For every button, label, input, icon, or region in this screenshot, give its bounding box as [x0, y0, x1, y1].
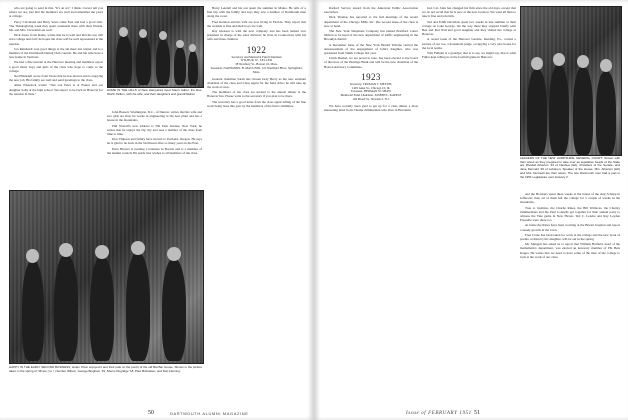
class-year-heading: 1922 — [246, 44, 267, 55]
class-secretary-name: WILBUR W. SELLER — [240, 58, 273, 63]
photo-caption: HAPPY IN THE EARLY SECOND BUSINESS, Hiram Tilton enjoyed it and their pals on the porch of the old Bat Bar House. Shown in the picture taken in the spring of '38 are ( to r ) Sorden Wilson, George Bingham '19, Sherry Rugridge '18, Paul Michalsen, and Dan Fleming. — [9, 365, 202, 373]
class-secretary-address: 1405 Anne St., Chicago 10, Ill. — [351, 85, 391, 90]
class-secretary-address: 38 Newbury St., Boston 16, Mass. — [235, 62, 278, 67]
paragraph: Percy Cleveland and Betty Sears came East and had a good visit. The Thanksgiving week they spent weekends there with their friends. Mr. and Mrs. Cleveland are well. — [9, 19, 103, 33]
paragraph: General chairman Sarah has chosen Gray Berry as the new assistant chairman of the class and Class Agent for the fund drive; he will take up the work at once. — [207, 76, 306, 90]
memorial-fund-address: 149 Broad St., Newark 2, N.J. — [352, 97, 390, 102]
paragraph: who are going to send in this. "It's an art," I think. I never tell you where we are, just that the members are well and remember the years at college. — [9, 6, 103, 19]
paragraph: Ray Gleason is with the new company and has been named vice president in charge of the sales division; he lives in Connecticut with his wife and three children. — [207, 29, 306, 42]
paragraph: Ned Blaisdell wrote from Texas that he has moved and is enjoying the new job. His family are well and send greetings to the class. — [9, 74, 103, 83]
right-column-3 — [520, 192, 620, 396]
right-column-2 — [422, 6, 516, 396]
left-column-3 — [207, 6, 306, 268]
paragraph: A recent issue of the Hanover Gazette, Reading, Pa., carried a picture of our Joe, a household judge, occupying a very nice house for the local teams. — [422, 37, 516, 50]
left-column-1 — [9, 6, 103, 186]
paragraph: Ted and Edith Davidson spent two weeks in late summer at their cottage on Lake George. On the way there they stopped briefly with Ben and Ibel Nall and good daughter and they visited the college at Hanover. — [422, 19, 516, 37]
paragraph: At home the Rines have been working at the Bristol hospital and report a steady growth in the town. — [520, 223, 620, 232]
page-number: 50 — [148, 410, 154, 416]
paragraph: Jud, Cal, John has changed his firm since the old days, except that we do not recall that he is now at the new location. We want all men to take it fine and join him. — [422, 6, 516, 19]
paragraph: Don Vhipson and family have moved to Portland, Oregon. He says he is glad to be back in the Northwest after so many years in the East. — [107, 137, 202, 146]
paragraph: Dick Jones, from Rome, writes that he is well and that his son will start college next fall; he hopes the class will be well represented at the reunion. — [9, 33, 103, 46]
paragraph: Tom Fulham is a grandpa; that is to say, we might say, that is what Fuller kept telling us at the football game in Hanover. — [422, 51, 516, 60]
paragraph: The New York Telephone Company has named Bradford Carter Ohlson to be head of the new department of traffic engineering in the Brooklyn district. — [324, 29, 418, 42]
class-secretary-title: Secretary, TRUMAN T. METZEL — [349, 81, 393, 86]
paragraph: Fred Crane has been taken for work at the college and the new book of poems, written by his daughter, will be out in the spring. — [520, 232, 620, 242]
paragraph: Dave Brewer is running a business in Boston and is a member of the alumni council. He sends best wishes to all members of the class. — [107, 146, 202, 155]
paragraph: Jon Reinhardt won good things at the ski meet last winter and is a member of the Dartmouth Outing Club council. He and his wife have a new home in Vermont. — [9, 46, 103, 60]
running-footer: Issue of FEBRUARY 1951 — [406, 411, 472, 416]
family-photo — [107, 6, 204, 88]
class-treasurer: Treasurer, HERMAN W. SHAW — [350, 89, 392, 94]
paragraph: Phil Worrell's new address is 350 Park Avenue, New York; he writes that he enjoys the big city and sees a number of the class from time to time. — [107, 123, 202, 137]
photo-caption: LEADERS OF THE NEW HAMPSHIRE GENERAL COURT: Shown with their wives as they prepared to take over as legislative heads of the State are Rhodell Atherton '23 of Nashua (left), President of the Senate, and Jane Denneld '29 of Lebanon, Speaker of the House. Mrs. Atherton (left) and Mrs. Denneld are their wives. The two Dartmouth men had a part in the 1951 Legislature next January 3. — [520, 156, 620, 179]
running-footer: DARTMOUTH ALUMNI MAGAZINE — [170, 411, 249, 416]
paragraph: Harry Lendall and his son spent the summer in Maine. He tells of a fine trip with the family and says they saw a number of Dartmouth men along the coast. — [207, 6, 306, 19]
paragraph: Ratford Service Award from the American Public Association executives. — [324, 6, 418, 15]
paragraph: and the Bowkers spent three weeks at the house of the Aug Schapp in Jefferson; then all of them left the college for a couple of weeks in the mountains. — [520, 192, 620, 205]
right-page — [314, 0, 628, 420]
memorial-fund-chairman: Memorial Fund Chairman, JOSEPH L. KAPPLE — [340, 93, 402, 98]
paragraph: John Bassett, Washington, D.C., of Denver, writes that his wife and two girls are fine; he works in engineering at the new plant and has a house in the mountains. — [107, 110, 202, 123]
paragraph: Mr. Mengett has asked us to report that William Hatfield, head of the mathematics department, was elected an honorary member of Phi Beta Kappa. He writes that we need to have some of the men of the college to look at the work of our class. — [520, 242, 620, 259]
paragraph: True to tradition, the Charlie Rines, the Bill Wallaces, the Charley Zimmermans and the Paul Connells got together for their annual party to witness the Yale game in New Haven. Ted C. Lendre and Ray Leyden Fresselle were there too. — [520, 205, 620, 223]
paragraph: The secretary has a good letter from the class agent telling of the fine work being done this year by the members of the fund committee. — [207, 99, 306, 108]
left-column-2 — [107, 110, 202, 186]
class-secretary-title: Secretary and Memorial Fund Chairman — [231, 54, 282, 59]
paragraph: We have recently been glad to get up for a class dinner a most interesting letter from Charlie Zimmerman who lives in Honolulu. — [324, 103, 418, 113]
class-treasurer: Treasurer, NATHANIEL B. MACUNIN, 121 Westfield Blvd., Springfield, Mass. — [210, 66, 303, 74]
paragraph: Fred Kennon and his wife are now living in Florida. They report that the weather is fine and their boys are well. — [207, 19, 306, 28]
paragraph: Chick Bushel, we are proud to note, has been elected to the board of directors of the Heritage Bank and will be the new chairman of the Boston Advisory Committee. — [324, 56, 418, 69]
paragraph: We had a fine turnout at the Hanover meeting and members report a good many boys and girls of the class who hope to come to the college. — [9, 60, 103, 73]
photo-caption: HOME IN THE HILLS of New Hampshire lived Stan's father, the Rev. Worth Tarlton, with his wife, and their daughters and grandchildren. — [107, 88, 202, 96]
paragraph: Aims Wheelock writes: "Our son Peter is at Exeter and our daughter Sally at the high school. We expect to be back in Hanover for the reunion in June." — [9, 83, 103, 96]
page-number: 51 — [474, 410, 480, 416]
paragraph: A December issue of the New York Herald Tribune carried the announcement of the engagement of John's daughter, who was graduated from Smith College last year. — [324, 42, 418, 56]
legislators-photo — [520, 6, 622, 156]
paragraph: The members of the class are invited to the annual dinner at the Hanover Inn. Please write to the secretary if you plan to be there. — [207, 90, 306, 99]
paragraph: Dick Thomas has reported to the full meetings of the recent department of the Chicago Mills, Inc. The second issue of the class is now at hand. — [324, 15, 418, 28]
class-year-heading: 1923 — [361, 71, 381, 82]
group-photo — [9, 190, 204, 364]
right-column-1 — [324, 6, 418, 396]
